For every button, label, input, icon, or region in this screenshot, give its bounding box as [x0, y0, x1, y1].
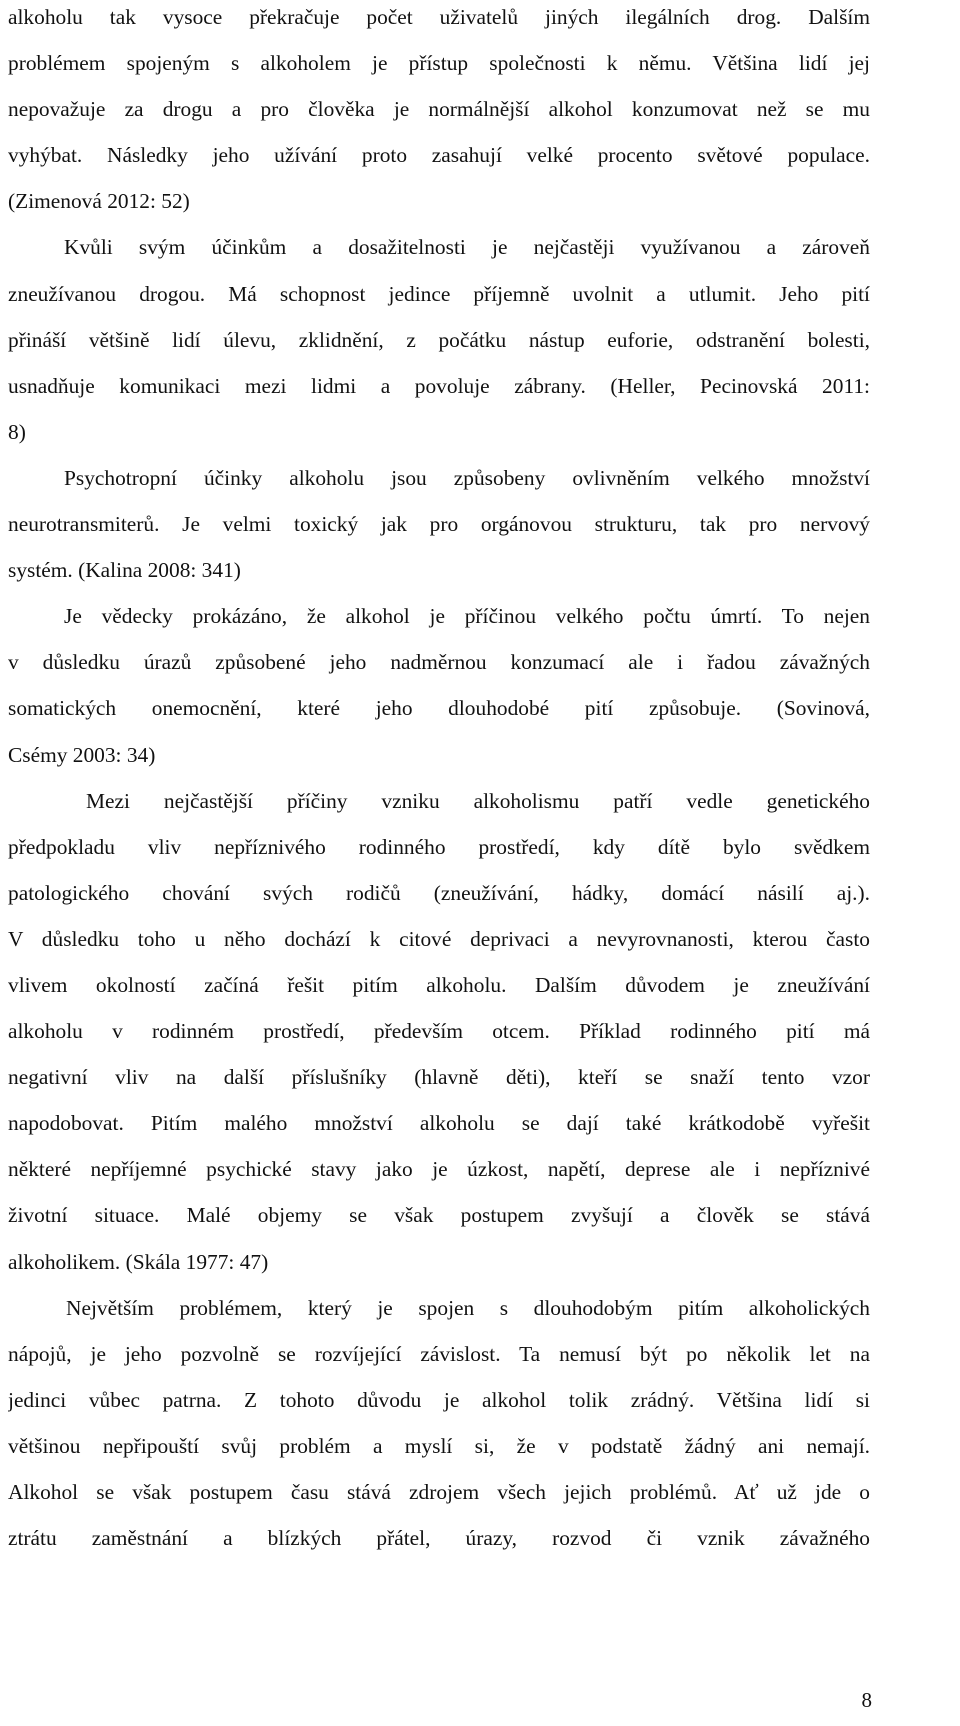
paragraph [8, 1285, 870, 1562]
text-line: alkoholu v rodinném prostředí, především otcem. Příklad rodinného pití má [8, 1019, 870, 1044]
text-line: usnadňuje komunikaci mezi lidmi a povoluje zábrany. (Heller, Pecinovská 2011: [8, 373, 870, 398]
page-number: 8 [861, 1688, 872, 1712]
text-line: nápojů, je jeho pozvolně se rozvíjející závislost. Ta nemusí být po několik let na [8, 1341, 870, 1366]
text-line: Alkohol se však postupem času stává zdrojem všech jejich problémů. Ať už jde o [8, 1480, 870, 1504]
text-line: somatických onemocnění, které jeho dlouhodobé pití způsobuje. (Sovinová, [8, 696, 870, 721]
text-line: přináší většině lidí úlevu, zklidnění, z počátku nástup euforie, odstranění bolesti, [8, 327, 870, 352]
text-line: v důsledku úrazů způsobené jeho nadměrnou konzumací ale i řadou závažných [8, 650, 870, 675]
text-line: jedinci vůbec patrna. Z tohoto důvodu je alkohol tolik zrádný. Většina lidí si [8, 1387, 870, 1412]
paragraph [8, 0, 870, 224]
text-line: neurotransmiterů. Je velmi toxický jak pro orgánovou strukturu, tak pro nervový [8, 512, 870, 537]
text-line: Psychotropní účinky alkoholu jsou způsobeny ovlivněním velkého množství [64, 465, 870, 490]
text-line: 8) [8, 419, 26, 444]
text-line: patologického chování svých rodičů (zneužívání, hádky, domácí násilí aj.). [8, 880, 870, 905]
text-line: některé nepříjemné psychické stavy jako je úzkost, napětí, deprese ale i nepříznivé [8, 1157, 870, 1182]
text-line: předpokladu vliv nepříznivého rodinného prostředí, kdy dítě bylo svědkem [8, 834, 870, 859]
text-line: životní situace. Malé objemy se však postupem zvyšují a člověk se stává [8, 1203, 870, 1228]
text-line: ztrátu zaměstnání a blízkých přátel, úrazy, rozvod či vznik závažného [8, 1526, 870, 1551]
text-line: problémem spojeným s alkoholem je přístup společnosti k němu. Většina lidí jej [8, 51, 870, 76]
text-line: V důsledku toho u něho dochází k citové deprivaci a nevyrovnanosti, kterou často [8, 926, 870, 951]
paragraph [8, 224, 870, 454]
text-line: (Zimenová 2012: 52) [8, 189, 190, 214]
text-line: Mezi nejčastější příčiny vzniku alkoholismu patří vedle genetického [86, 788, 870, 813]
text-line: Kvůli svým účinkům a dosažitelnosti je nejčastěji využívanou a zároveň [64, 235, 870, 260]
paragraph [8, 778, 870, 1285]
text-line: Je vědecky prokázáno, že alkohol je příčinou velkého počtu úmrtí. To nejen [64, 604, 870, 629]
text-line: Csémy 2003: 34) [8, 742, 156, 767]
text-line: většinou nepřipouští svůj problém a myslí si, že v podstatě žádný ani nemají. [8, 1433, 870, 1458]
document-page [8, 0, 870, 1561]
text-line: nepovažuje za drogu a pro člověka je normálnější alkohol konzumovat než se mu [8, 97, 870, 122]
text-line: Největším problémem, který je spojen s dlouhodobým pitím alkoholických [66, 1295, 870, 1320]
text-line: alkoholu tak vysoce překračuje počet uživatelů jiných ilegálních drog. Dalším [8, 5, 870, 29]
text-line: alkoholikem. (Skála 1977: 47) [8, 1249, 269, 1274]
text-line: negativní vliv na další příslušníky (hlavně děti), kteří se snaží tento vzor [8, 1065, 870, 1090]
text-line: systém. (Kalina 2008: 341) [8, 558, 241, 583]
text-line: vyhýbat. Následky jeho užívání proto zasahují velké procento světové populace. [8, 143, 870, 168]
paragraph [8, 593, 870, 777]
text-line: vlivem okolností začíná řešit pitím alkoholu. Dalším důvodem je zneužívání [8, 972, 870, 997]
text-line: zneužívanou drogou. Má schopnost jedince příjemně uvolnit a utlumit. Jeho pití [8, 281, 870, 306]
text-line: napodobovat. Pitím malého množství alkoholu se dají také krátkodobě vyřešit [8, 1111, 870, 1136]
paragraph [8, 455, 870, 593]
